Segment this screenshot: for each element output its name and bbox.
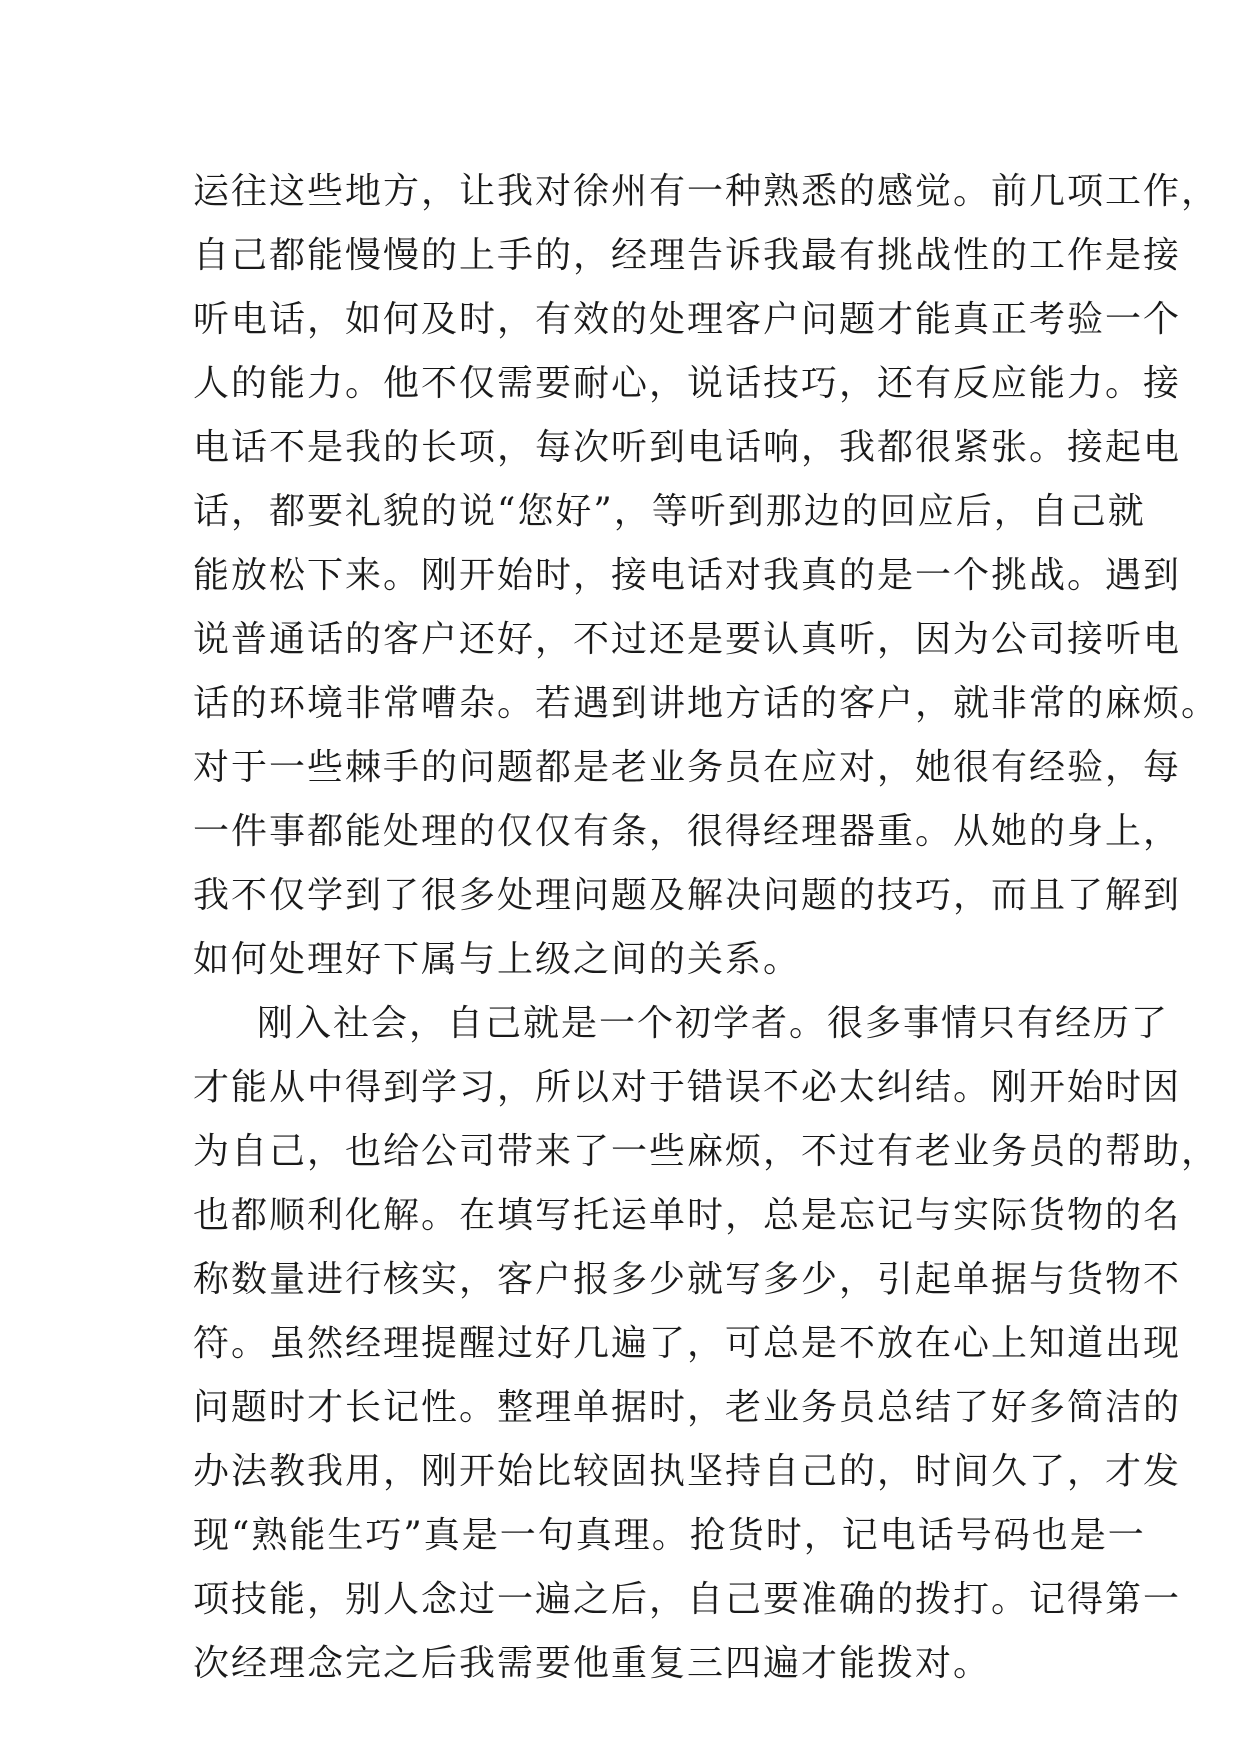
text-line: 称数量进行核实，客户报多少就写多少，引起单据与货物不: [193, 1259, 1182, 1300]
text-line: 人的能力。他不仅需要耐心，说话技巧，还有反应能力。接: [193, 363, 1182, 404]
text-line: 问题时才长记性。整理单据时，老业务员总结了好多简洁的: [193, 1387, 1182, 1428]
text-line: 自己都能慢慢的上手的，经理告诉我最有挑战性的工作是接: [193, 235, 1182, 276]
text-line: 办法教我用，刚开始比较固执坚持自己的，时间久了，才发: [193, 1451, 1182, 1492]
paragraph-1: [193, 160, 1220, 992]
body-text: [193, 160, 1220, 1696]
text-line: 项技能，别人念过一遍之后，自己要准确的拨打。记得第一: [193, 1579, 1182, 1620]
text-line: 符。虽然经理提醒过好几遍了，可总是不放在心上知道出现: [193, 1323, 1182, 1364]
text-line: 话的环境非常嘈杂。若遇到讲地方话的客户，就非常的麻烦。: [193, 683, 1220, 724]
text-line: 我不仅学到了很多处理问题及解决问题的技巧，而且了解到: [193, 875, 1182, 916]
paragraph-2: [193, 992, 1220, 1696]
text-line: 才能从中得到学习，所以对于错误不必太纠结。刚开始时因: [193, 1067, 1182, 1108]
text-line: 现“熟能生巧”真是一句真理。抢货时，记电话号码也是一: [193, 1515, 1146, 1556]
text-line: 如何处理好下属与上级之间的关系。: [193, 939, 802, 980]
text-line: 为自己，也给公司带来了一些麻烦，不过有老业务员的帮助，: [193, 1131, 1220, 1172]
text-line: 听电话，如何及时，有效的处理客户问题才能真正考验一个: [193, 299, 1182, 340]
text-line: 运往这些地方，让我对徐州有一种熟悉的感觉。前几项工作，: [193, 171, 1220, 212]
text-line: 也都顺利化解。在填写托运单时，总是忘记与实际货物的名: [193, 1195, 1182, 1236]
text-line: 一件事都能处理的仅仅有条，很得经理器重。从她的身上，: [193, 811, 1182, 852]
text-line: 刚入社会，自己就是一个初学者。很多事情只有经历了: [257, 1003, 1170, 1044]
text-line: 能放松下来。刚开始时，接电话对我真的是一个挑战。遇到: [193, 555, 1182, 596]
text-line: 电话不是我的长项，每次听到电话响，我都很紧张。接起电: [193, 427, 1182, 468]
text-line: 次经理念完之后我需要他重复三四遍才能拨对。: [193, 1643, 992, 1684]
text-line: 对于一些棘手的问题都是老业务员在应对，她很有经验，每: [193, 747, 1182, 788]
text-line: 话，都要礼貌的说“您好”，等听到那边的回应后，自己就: [193, 491, 1146, 532]
text-line: 说普通话的客户还好，不过还是要认真听，因为公司接听电: [193, 619, 1182, 660]
